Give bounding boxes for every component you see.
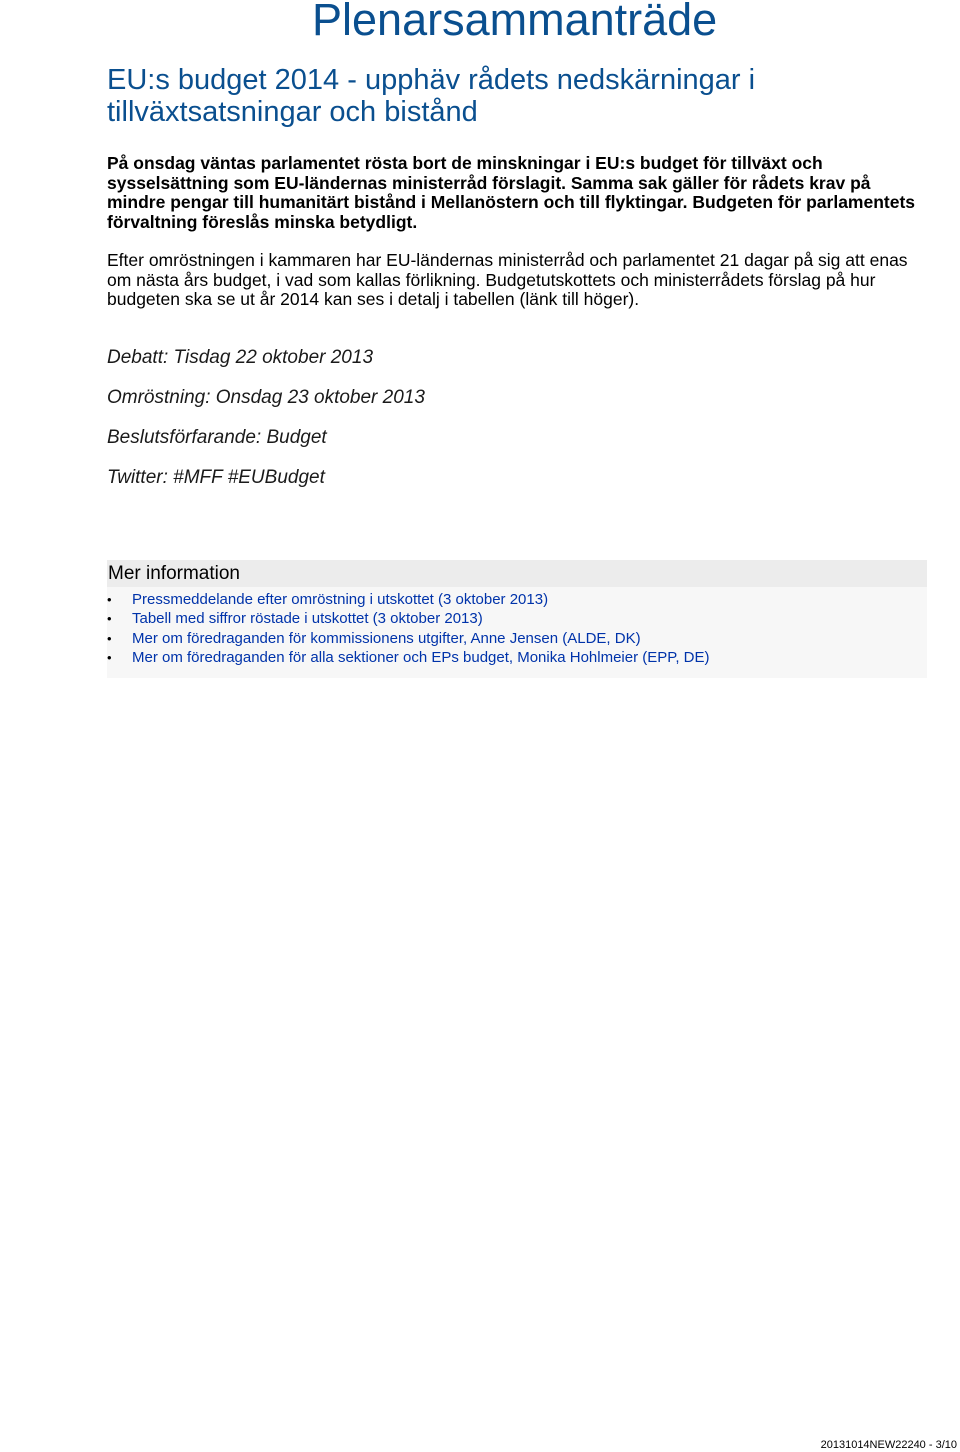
rapporteur-commission-link[interactable]: Mer om föredraganden för kommissionens utgifter, Anne Jensen (ALDE, DK) [132, 629, 641, 647]
bullet-icon: • [107, 630, 112, 646]
vote-date: Omröstning: Onsdag 23 oktober 2013 [107, 387, 425, 408]
article-title: EU:s budget 2014 - upphäv rådets nedskärningar i tillväxtsatsningar och bistånd [107, 64, 756, 128]
bullet-icon: • [107, 592, 112, 607]
article-lead: På onsdag väntas parlamentet rösta bort de minskningar i EU:s budget för tillväxt och sysselsättning som EU-ländernas ministerråd förslagit. Samma sak gäller för rådets krav på mindre pengar till humanitärt bistånd i Mellanöstern och till flyktingar. Budgeten för parlamentets förvaltning föreslås minska betydligt. [107, 153, 916, 232]
procedure-type: Beslutsförfarande: Budget [107, 427, 327, 448]
press-release-link[interactable]: Pressmeddelande efter omröstning i utskottet (3 oktober 2013) [132, 591, 549, 608]
page-footer-code: 20131014NEW22240 - 3/10 [820, 1439, 957, 1451]
page-header-title: Plenarsammanträde [312, 0, 718, 45]
committee-figures-table-link[interactable]: Tabell med siffror röstade i utskottet (3 oktober 2013) [132, 610, 483, 628]
bullet-icon: • [107, 649, 112, 665]
rapporteur-all-sections-link[interactable]: Mer om föredraganden för alla sektioner och EPs budget, Monika Hohlmeier (EPP, DE) [132, 648, 710, 666]
debate-date: Debatt: Tisdag 22 oktober 2013 [107, 347, 374, 368]
article-body: Efter omröstningen i kammaren har EU-ländernas ministerråd och parlamentet 21 dagar på sig att enas om nästa års budget, i vad som kallas förlikning. Budgetutskottets och ministerrådets förslag på hur budgeten ska se ut år 2014 kan ses i detalj i tabellen (länk till höger). [107, 250, 908, 309]
more-info-box [107, 560, 927, 678]
more-info-heading: Mer information [107, 560, 927, 587]
bullet-icon: • [107, 611, 112, 627]
twitter-hashtags: Twitter: #MFF #EUBudget [107, 467, 325, 488]
